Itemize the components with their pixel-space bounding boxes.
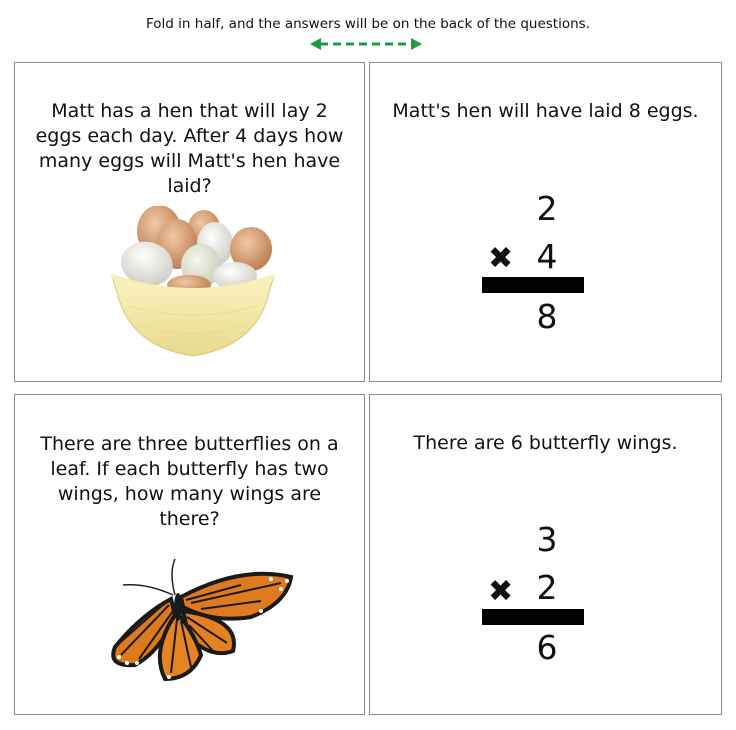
multiply-icon: ✖ — [488, 574, 514, 609]
equation-bar — [482, 609, 584, 625]
equation-bottom-number: 4 — [536, 237, 558, 276]
answer-card-butterflies — [369, 394, 722, 715]
equation-result: 8 — [536, 297, 558, 336]
multiply-icon: ✖ — [488, 241, 514, 276]
answer-text: Matt's hen will have laid 8 eggs. — [392, 100, 699, 122]
question-card-eggs — [14, 62, 365, 382]
equation-top-number: 3 — [536, 520, 558, 559]
equation-bottom-number: 2 — [536, 568, 558, 607]
equation-bar — [482, 277, 584, 293]
monarch-butterfly-illustration — [91, 555, 295, 685]
fold-double-arrow-icon — [310, 37, 422, 51]
bowl-of-eggs-illustration — [109, 206, 277, 358]
question-card-butterflies — [14, 394, 365, 715]
equation-top-number: 2 — [536, 189, 558, 228]
answer-card-eggs — [369, 62, 722, 382]
question-text: Matt has a hen that will lay 2 eggs each day. After 4 days how many eggs will Matt's hen have laid? — [35, 100, 344, 197]
question-text: There are three butterflies on a leaf. If each butterfly has two wings, how many wings are there? — [40, 433, 339, 530]
fold-instruction: Fold in half, and the answers will be on the back of the questions. — [146, 16, 590, 32]
equation-result: 6 — [536, 628, 558, 667]
answer-text: There are 6 butterfly wings. — [413, 432, 678, 454]
